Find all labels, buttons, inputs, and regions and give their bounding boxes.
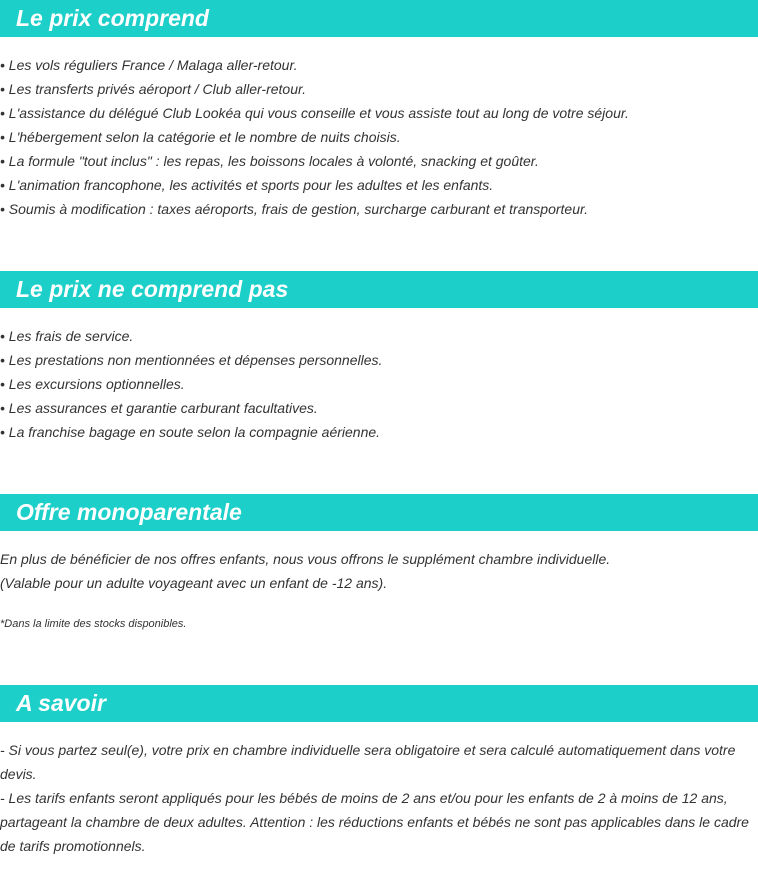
section-title: A savoir [16, 690, 106, 716]
good-to-know-text [0, 738, 758, 858]
list-item: • Les frais de service. [0, 328, 134, 344]
list-item: • L'hébergement selon la catégorie et le nombre de nuits choisis. [0, 129, 401, 145]
included-list [0, 53, 758, 221]
excluded-list [0, 324, 758, 444]
list-item: • Les excursions optionnelles. [0, 376, 185, 392]
paragraph: - Si vous partez seul(e), votre prix en chambre individuelle sera obligatoire et sera calculé automatiquement dans votre devis. [0, 742, 736, 782]
paragraph-line: (Valable pour un adulte voyageant avec un enfant de -12 ans). [0, 575, 388, 591]
single-parent-offer-text [0, 547, 758, 595]
section-header-prix-ne-comprend-pas [0, 271, 758, 308]
section-title: Le prix comprend [16, 5, 209, 31]
stock-disclaimer-note: *Dans la limite des stocks disponibles. [0, 618, 187, 630]
section-header-prix-comprend [0, 0, 758, 37]
list-item: • L'assistance du délégué Club Lookéa qui vous conseille et vous assiste tout au long de votre séjour. [0, 105, 629, 121]
list-item: • Les prestations non mentionnées et dépenses personnelles. [0, 352, 383, 368]
section-title: Le prix ne comprend pas [16, 276, 289, 302]
paragraph: - Les tarifs enfants seront appliqués pour les bébés de moins de 2 ans et/ou pour les enfants de 2 à moins de 12 ans, partageant la chambre de deux adultes. Attention : les réductions enfants et bébés ne sont pas applicables dans le cadre de tarifs promotionnels. [0, 790, 749, 854]
list-item: • L'animation francophone, les activités et sports pour les adultes et les enfants. [0, 177, 494, 193]
list-item: • Les vols réguliers France / Malaga aller-retour. [0, 57, 298, 73]
list-item: • Soumis à modification : taxes aéroports, frais de gestion, surcharge carburant et transporteur. [0, 201, 589, 217]
paragraph-line: En plus de bénéficier de nos offres enfants, nous vous offrons le supplément chambre individuelle. [0, 551, 611, 567]
section-header-a-savoir [0, 685, 758, 722]
section-title: Offre monoparentale [16, 499, 242, 525]
list-item: • La franchise bagage en soute selon la compagnie aérienne. [0, 424, 381, 440]
section-header-offre-monoparentale [0, 494, 758, 531]
list-item: • Les transferts privés aéroport / Club aller-retour. [0, 81, 307, 97]
list-item: • La formule "tout inclus" : les repas, les boissons locales à volonté, snacking et goûter. [0, 153, 539, 169]
list-item: • Les assurances et garantie carburant facultatives. [0, 400, 318, 416]
